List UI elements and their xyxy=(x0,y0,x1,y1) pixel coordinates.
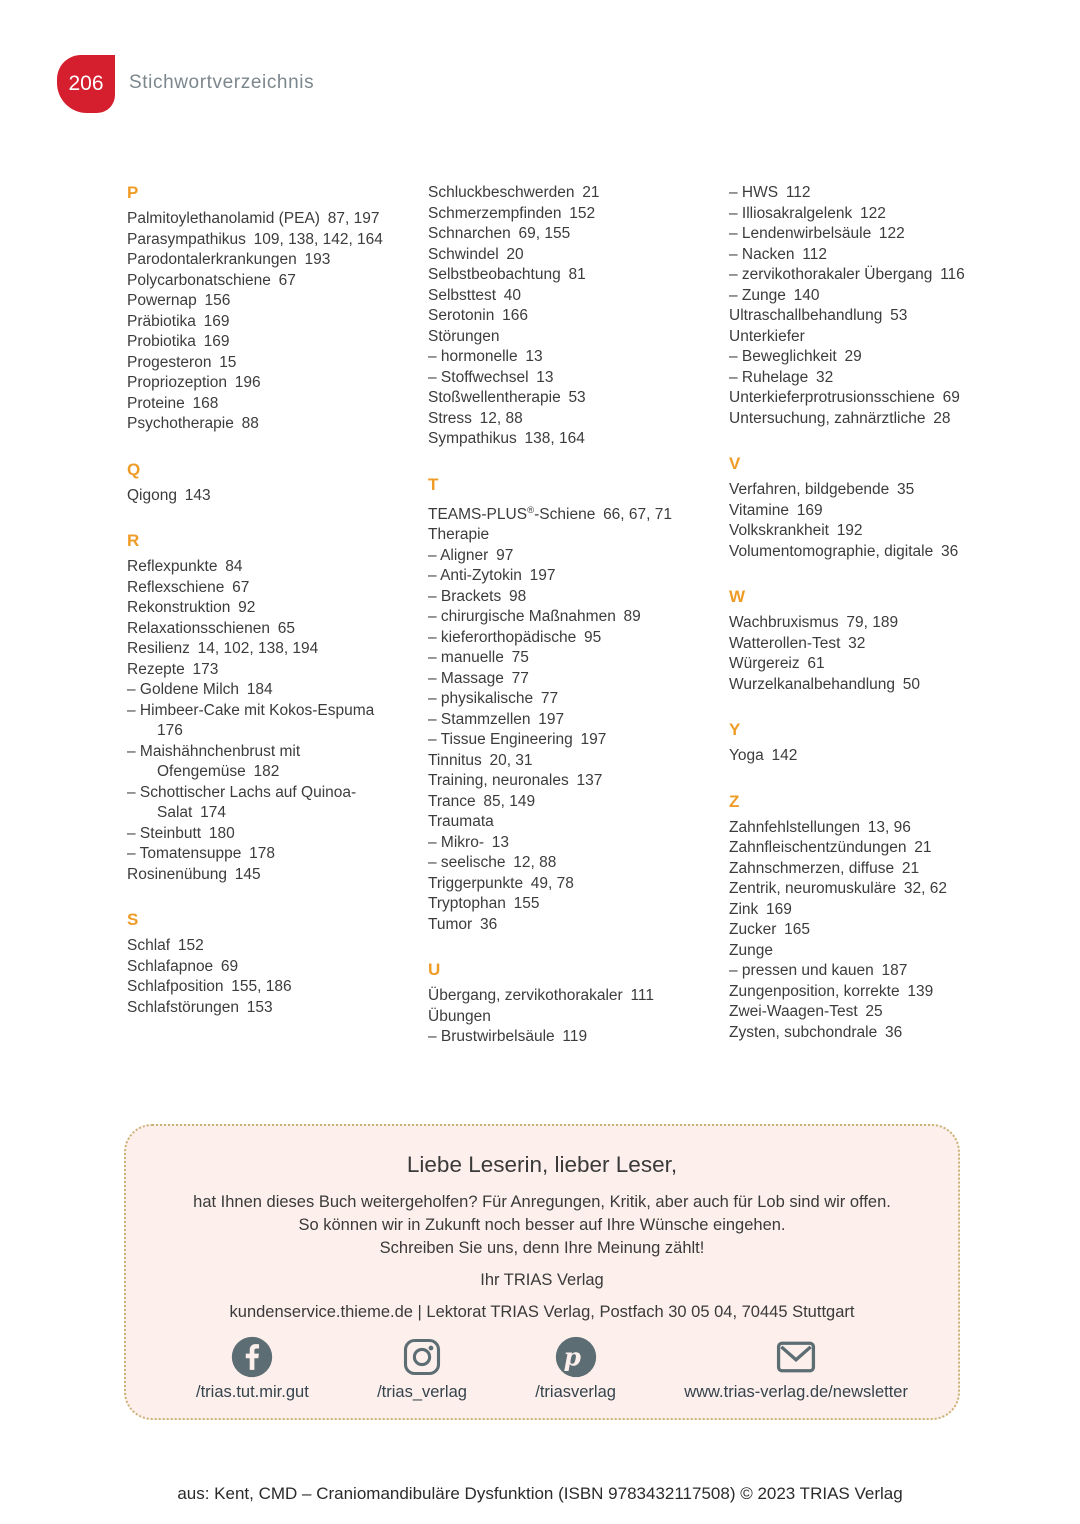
index-entry: Resilienz 14, 102, 138, 194 xyxy=(127,640,319,657)
index-entry: Tumor 36 xyxy=(428,915,498,933)
index-entry: Psychotherapie 88 xyxy=(127,415,259,432)
index-entry: Stoßwellentherapie 53 xyxy=(428,389,586,406)
index-subentry: – Goldene Milch 184 xyxy=(127,681,273,698)
index-subentry: – Schottischer Lachs auf Quinoa-Salat 174 xyxy=(127,783,357,821)
index-entry: Schwindel 20 xyxy=(428,245,524,263)
index-entry: Zahnfehlstellungen 13, 96 xyxy=(729,818,911,836)
index-subentry: – Tomatensuppe 178 xyxy=(127,845,275,862)
index-subentry: – hormonelle 13 xyxy=(428,348,543,365)
index-entry: Volkskrankheit 192 xyxy=(729,522,863,539)
social-handle: /trias_verlag xyxy=(377,1383,467,1401)
index-entry: Selbsttest 40 xyxy=(428,286,522,304)
index-entry: Volumentomographie, digitale 36 xyxy=(729,542,959,560)
index-subentry: – kieferorthopädische 95 xyxy=(428,628,602,646)
index-entry: Polycarbonatschiene 67 xyxy=(127,271,296,289)
index-entry: Serotonin 166 xyxy=(428,307,528,324)
index-entry: Unterkiefer xyxy=(729,327,805,345)
index-subentry: – physikalische 77 xyxy=(428,690,559,708)
index-entry: Zwei-Waagen-Test 25 xyxy=(729,1003,883,1020)
index-entry: Therapie xyxy=(428,526,490,544)
section-letter: Y xyxy=(729,720,741,739)
index-entry: Zentrik, neuromuskuläre 32, 62 xyxy=(729,880,947,897)
section-letter: Z xyxy=(729,791,740,811)
index-entry: Verfahren, bildgebende 35 xyxy=(729,481,915,498)
index-column xyxy=(428,183,686,1048)
index-subentry: – Tissue Engineering 197 xyxy=(428,731,607,749)
index-entry: Tinnitus 20, 31 xyxy=(428,751,533,769)
letter-line: hat Ihnen dieses Buch weitergeholfen? Für Anregungen, Kritik, aber auch für Lob sind wir offen. xyxy=(193,1193,891,1211)
index-subentry: – Zunge 140 xyxy=(729,286,820,304)
index-column xyxy=(729,183,987,1048)
index-entry: Trance 85, 149 xyxy=(428,792,536,810)
social-link xyxy=(377,1335,467,1402)
mail-icon xyxy=(774,1335,818,1379)
index-entry: Parasympathikus 109, 138, 142, 164 xyxy=(127,230,383,248)
index-entry: Relaxationsschienen 65 xyxy=(127,619,296,637)
index-entry: Schlafposition 155, 186 xyxy=(127,978,292,995)
index-subentry: – Mikro- 13 xyxy=(428,833,509,851)
publisher-letter-box xyxy=(124,1124,960,1420)
index-entry: Wurzelkanalbehandlung 50 xyxy=(729,675,921,693)
index-entry: Proteine 168 xyxy=(127,394,219,412)
pinterest-icon xyxy=(554,1335,598,1379)
index-entry: Zahnschmerzen, diffuse 21 xyxy=(729,859,920,877)
index-entry: Schnarchen 69, 155 xyxy=(428,225,571,242)
index-entry: TEAMS-PLUS®-Schiene 66, 67, 71 xyxy=(428,504,673,523)
index-entry: Triggerpunkte 49, 78 xyxy=(428,874,574,892)
index-entry: Selbstbeobachtung 81 xyxy=(428,266,586,283)
index-subentry: – seelische 12, 88 xyxy=(428,854,557,872)
index-entry: Präbiotika 169 xyxy=(127,312,230,330)
index-subentry: – Lendenwirbelsäule 122 xyxy=(729,225,905,242)
letter-line: So können wir in Zukunft noch besser auf Ihre Wünsche eingehen. xyxy=(298,1216,786,1234)
index-subentry: – Stammzellen 197 xyxy=(428,710,565,728)
social-links xyxy=(166,1335,918,1402)
copyright-footer: aus: Kent, CMD – Craniomandibuläre Dysfunktion (ISBN 9783432117508) © 2023 TRIAS Verlag xyxy=(177,1484,903,1503)
social-handle: /triasverlag xyxy=(535,1383,616,1401)
index-entry: Vitamine 169 xyxy=(729,501,823,519)
index-entry: Zucker 165 xyxy=(729,921,810,938)
index-subentry: – zervikothorakaler Übergang 116 xyxy=(729,266,965,283)
index-subentry: – Steinbutt 180 xyxy=(127,824,235,842)
index-subentry: – Anti-Zytokin 197 xyxy=(428,567,556,585)
index-entry: Yoga 142 xyxy=(729,747,798,764)
index-entry: Training, neuronales 137 xyxy=(428,772,603,790)
index-columns xyxy=(127,183,987,1048)
index-entry: Schmerzempfinden 152 xyxy=(428,204,596,222)
letter-body xyxy=(166,1191,918,1260)
index-entry: Zunge xyxy=(729,941,773,959)
letter-line: Schreiben Sie uns, denn Ihre Meinung zählt! xyxy=(379,1239,705,1257)
section-letter: R xyxy=(127,531,140,550)
index-entry: Sympathikus 138, 164 xyxy=(428,430,585,447)
index-column xyxy=(127,183,385,1048)
social-link xyxy=(684,1335,908,1402)
index-entry: Propriozeption 196 xyxy=(127,374,261,391)
index-subentry: – Illiosakralgelenk 122 xyxy=(729,204,886,222)
social-link xyxy=(196,1335,309,1402)
index-subentry: – chirurgische Maßnahmen 89 xyxy=(428,608,641,626)
index-subentry: – Aligner 97 xyxy=(428,546,514,564)
section-letter: S xyxy=(127,910,139,929)
index-subentry: – Brustwirbelsäule 119 xyxy=(428,1028,588,1046)
index-subentry: – Himbeer-Cake mit Kokos-Espuma 176 xyxy=(127,701,382,739)
index-entry: Tryptophan 155 xyxy=(428,895,540,913)
page-title: Stichwortverzeichnis xyxy=(129,72,315,93)
letter-title: Liebe Leserin, lieber Leser, xyxy=(406,1152,678,1177)
instagram-icon xyxy=(400,1335,444,1379)
index-subentry: – pressen und kauen 187 xyxy=(729,962,908,979)
index-entry: Untersuchung, zahnärztliche 28 xyxy=(729,409,951,427)
index-entry: Watterollen-Test 32 xyxy=(729,634,866,652)
index-subentry: – Massage 77 xyxy=(428,669,529,687)
page-number-badge xyxy=(57,55,115,113)
index-entry: Schlaf 152 xyxy=(127,937,204,954)
index-entry: Progesteron 15 xyxy=(127,353,237,371)
index-subentry: – Stoffwechsel 13 xyxy=(428,368,554,386)
social-link xyxy=(535,1335,616,1402)
index-entry: Reflexpunkte 84 xyxy=(127,558,243,575)
social-handle: /trias.tut.mir.gut xyxy=(196,1383,309,1401)
index-entry: Probiotika 169 xyxy=(127,333,230,350)
index-subentry: – Beweglichkeit 29 xyxy=(729,348,862,365)
index-entry: Unterkieferprotrusionsschiene 69 xyxy=(729,389,960,406)
index-subentry: – manuelle 75 xyxy=(428,649,529,667)
registered-mark: ® xyxy=(527,504,535,516)
section-letter: V xyxy=(729,454,741,473)
index-entry: Zahnfleischentzündungen 21 xyxy=(729,839,932,856)
section-letter: P xyxy=(127,183,139,202)
index-entry: Schlafapnoe 69 xyxy=(127,957,239,975)
index-entry: Stress 12, 88 xyxy=(428,409,523,427)
index-subentry: – Brackets 98 xyxy=(428,587,527,605)
index-entry: Schlafstörungen 153 xyxy=(127,998,273,1016)
index-entry: Wachbruxismus 79, 189 xyxy=(729,614,899,631)
index-subentry: – Ruhelage 32 xyxy=(729,368,834,386)
index-entry: Übungen xyxy=(428,1007,491,1025)
index-entry: Rezepte 173 xyxy=(127,660,219,678)
contact-line: kundenservice.thieme.de | Lektorat TRIAS Verlag, Postfach 30 05 04, 70445 Stuttgart xyxy=(229,1303,855,1321)
index-entry: Schluckbeschwerden 21 xyxy=(428,184,600,201)
index-entry: Reflexschiene 67 xyxy=(127,578,250,596)
index-subentry: – Nacken 112 xyxy=(729,245,827,263)
index-entry: Würgereiz 61 xyxy=(729,655,825,672)
index-entry: Zysten, subchondrale 36 xyxy=(729,1023,903,1041)
index-entry: Palmitoylethanolamid (PEA) 87, 197 xyxy=(127,210,380,227)
social-handle: www.trias-verlag.de/newsletter xyxy=(684,1383,908,1401)
index-entry: Powernap 156 xyxy=(127,292,231,309)
section-letter: Q xyxy=(127,459,141,479)
section-letter: T xyxy=(428,474,439,494)
section-letter: U xyxy=(428,960,441,980)
index-entry: Übergang, zervikothorakaler 111 xyxy=(428,987,655,1005)
index-entry: Rekonstruktion 92 xyxy=(127,599,256,616)
index-entry: Traumata xyxy=(428,813,494,831)
index-entry: Störungen xyxy=(428,327,500,345)
index-subentry: – HWS 112 xyxy=(729,184,811,201)
index-entry: Rosinenübung 145 xyxy=(127,865,261,883)
index-entry: Zink 169 xyxy=(729,900,792,918)
section-letter: W xyxy=(729,587,746,606)
index-entry: Zungenposition, korrekte 139 xyxy=(729,982,934,1000)
letter-signature: Ihr TRIAS Verlag xyxy=(480,1271,604,1289)
page-number: 206 xyxy=(68,72,104,95)
index-entry: Qigong 143 xyxy=(127,486,211,504)
index-entry: Ultraschallbehandlung 53 xyxy=(729,307,908,324)
index-entry: Parodontalerkrankungen 193 xyxy=(127,251,331,268)
facebook-icon xyxy=(230,1335,274,1379)
svg-text:p: p xyxy=(563,1342,581,1372)
index-subentry: – Maishähnchenbrust mit Ofengemüse 182 xyxy=(127,742,301,780)
